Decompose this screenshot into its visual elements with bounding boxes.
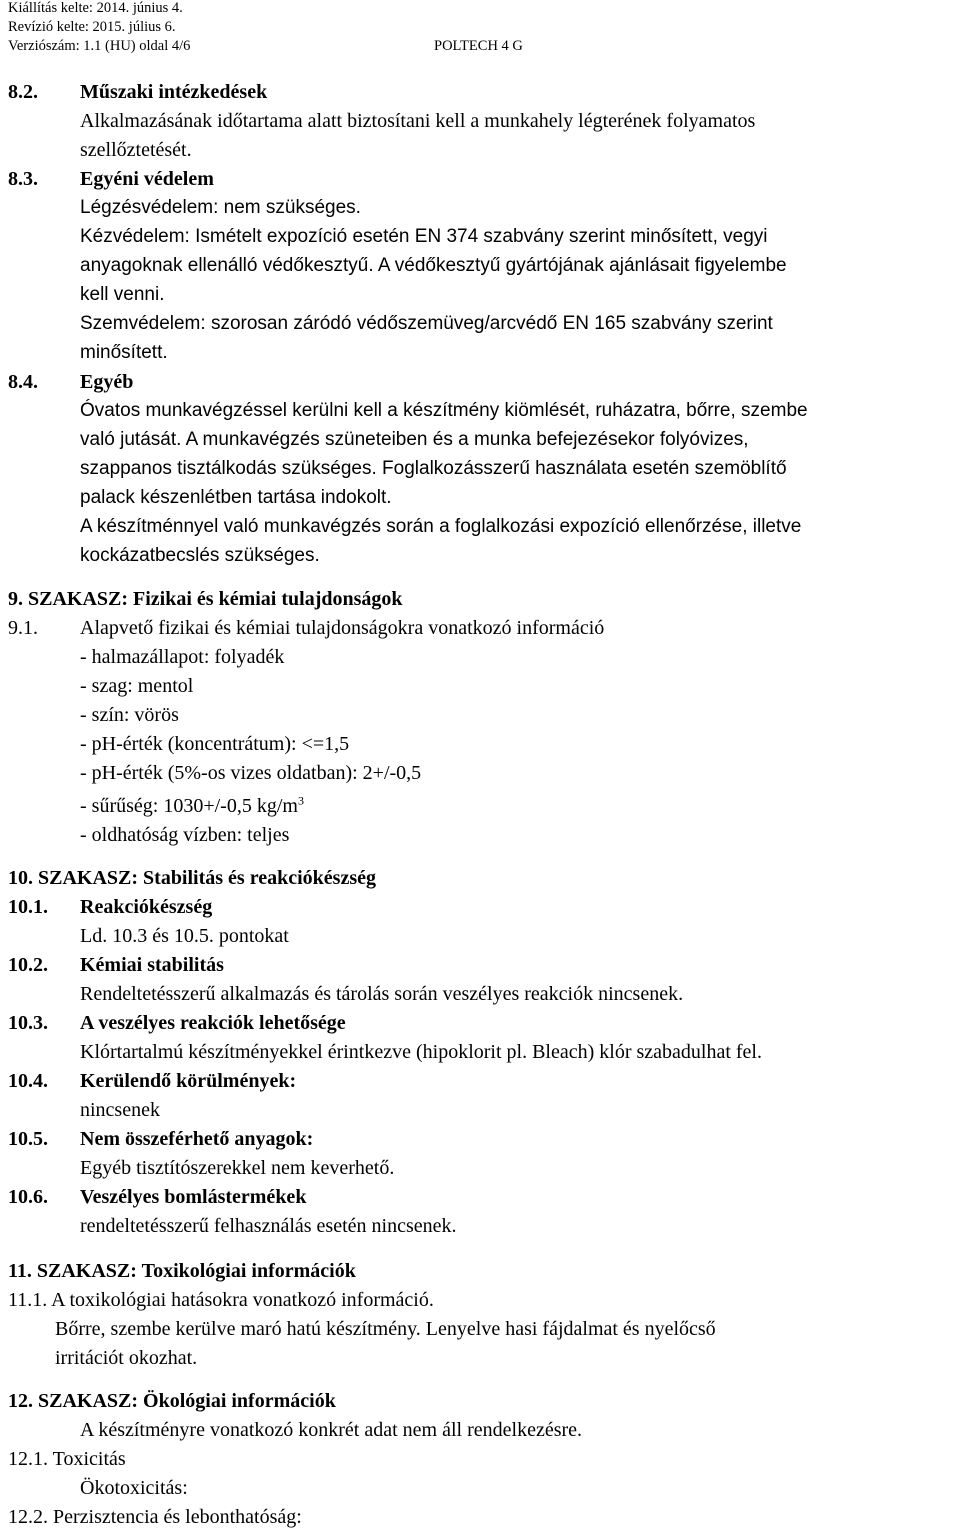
section-10-3-number: 10.3. <box>8 1012 48 1034</box>
section-12-1-text: Ökotoxicitás: <box>80 1477 188 1499</box>
section-10-3-text: Klórtartalmú készítményekkel érintkezve (hipoklorit pl. Bleach) klór szabadulhat fel. <box>80 1041 762 1063</box>
section-11-1-title: 11.1. A toxikológiai hatásokra vonatkozó információ. <box>8 1289 434 1311</box>
section-10-6-text: rendeltetésszerű felhasználás esetén nincsenek. <box>80 1215 457 1237</box>
property-item: - szín: vörös <box>80 704 179 726</box>
section-10-4-number: 10.4. <box>8 1070 48 1092</box>
property-item-density <box>80 794 304 818</box>
section-12-text: A készítményre vonatkozó konkrét adat nem áll rendelkezésre. <box>80 1419 583 1441</box>
section-8-2-title: Műszaki intézkedések <box>80 81 268 103</box>
section-8-4-number: 8.4. <box>8 371 38 393</box>
section-10-1-title: Reakciókészség <box>80 896 213 918</box>
section-8-3-text-line: minősített. <box>80 342 168 363</box>
section-12-heading: 12. SZAKASZ: Ökológiai információk <box>8 1390 336 1412</box>
header-product-name: POLTECH 4 G <box>434 38 523 54</box>
section-8-4-text-line: való jutását. A munkavégzés szüneteiben és a munka befejezésekor folyóvizes, <box>80 429 749 450</box>
header-revision-date: Revízió kelte: 2015. július 6. <box>8 19 176 35</box>
section-8-3-text-line: Kézvédelem: Ismételt expozíció esetén EN 374 szabvány szerint minősített, vegyi <box>80 226 768 247</box>
section-10-5-number: 10.5. <box>8 1128 48 1150</box>
section-10-3-title: A veszélyes reakciók lehetősége <box>80 1012 346 1034</box>
section-8-3-text-line: Szemvédelem: szorosan záródó védőszemüveg/arcvédő EN 165 szabvány szerint <box>80 313 773 334</box>
section-10-4-title: Kerülendő körülmények: <box>80 1070 297 1092</box>
section-11-text-line: irritációt okozhat. <box>55 1347 198 1369</box>
section-10-2-title: Kémiai stabilitás <box>80 954 224 976</box>
section-10-2-text: Rendeltetésszerű alkalmazás és tárolás során veszélyes reakciók nincsenek. <box>80 983 684 1005</box>
section-10-heading: 10. SZAKASZ: Stabilitás és reakciókészség <box>8 867 376 889</box>
density-text: - sűrűség: 1030+/-0,5 kg/m <box>80 795 298 817</box>
section-9-1-number: 9.1. <box>8 617 38 639</box>
section-11-heading: 11. SZAKASZ: Toxikológiai információk <box>8 1260 356 1282</box>
section-10-2-number: 10.2. <box>8 954 48 976</box>
density-superscript: 3 <box>297 793 304 808</box>
section-10-6-title: Veszélyes bomlástermékek <box>80 1186 307 1208</box>
property-item: - szag: mentol <box>80 675 194 697</box>
property-item: - pH-érték (koncentrátum): <=1,5 <box>80 733 350 755</box>
section-8-2-text-line: szellőztetését. <box>80 139 192 161</box>
property-item: - oldhatóság vízben: teljes <box>80 824 290 846</box>
property-item: - pH-érték (5%-os vizes oldatban): 2+/-0,5 <box>80 762 422 784</box>
section-8-3-title: Egyéni védelem <box>80 168 214 190</box>
section-9-1-title: Alapvető fizikai és kémiai tulajdonságokra vonatkozó információ <box>80 617 605 639</box>
section-8-2-number: 8.2. <box>8 81 38 103</box>
section-10-4-text: nincsenek <box>80 1099 160 1121</box>
section-11-text-line: Bőrre, szembe kerülve maró hatú készítmény. Lenyelve hasi fájdalmat és nyelőcső <box>55 1318 716 1340</box>
section-10-1-text: Ld. 10.3 és 10.5. pontokat <box>80 925 289 947</box>
section-8-4-text-line: szappanos tisztálkodás szükséges. Foglalkozásszerű használata esetén szemöblítő <box>80 458 787 479</box>
property-item: - halmazállapot: folyadék <box>80 646 285 668</box>
header-version-page: Verziószám: 1.1 (HU) oldal 4/6 <box>8 38 191 54</box>
section-10-1-number: 10.1. <box>8 896 48 918</box>
section-8-3-text-line: anyagoknak ellenálló védőkesztyű. A védőkesztyű gyártójának ajánlásait figyelembe <box>80 255 787 276</box>
section-10-5-text: Egyéb tisztítószerekkel nem keverhető. <box>80 1157 395 1179</box>
section-8-4-text-line: A készítménnyel való munkavégzés során a foglalkozási expozíció ellenőrzése, illetve <box>80 516 802 537</box>
section-8-4-text-line: palack készenlétben tartása indokolt. <box>80 487 392 508</box>
section-8-4-text-line: kockázatbecslés szükséges. <box>80 545 320 566</box>
section-9-heading: 9. SZAKASZ: Fizikai és kémiai tulajdonságok <box>8 588 403 610</box>
section-12-2-title: 12.2. Perzisztencia és lebonthatóság: <box>8 1506 302 1528</box>
section-8-4-text-line: Óvatos munkavégzéssel kerülni kell a készítmény kiömlését, ruházatra, bőrre, szembe <box>80 400 808 421</box>
section-8-3-text-line: kell venni. <box>80 284 165 305</box>
section-8-4-title: Egyéb <box>80 371 134 393</box>
section-10-6-number: 10.6. <box>8 1186 48 1208</box>
header-issue-date: Kiállítás kelte: 2014. június 4. <box>8 0 183 16</box>
section-12-1-title: 12.1. Toxicitás <box>8 1448 126 1470</box>
section-8-2-text-line: Alkalmazásának időtartama alatt biztosítani kell a munkahely légterének folyamatos <box>80 110 756 132</box>
section-8-3-number: 8.3. <box>8 168 38 190</box>
section-8-3-text-line: Légzésvédelem: nem szükséges. <box>80 197 361 218</box>
section-10-5-title: Nem összeférhető anyagok: <box>80 1128 314 1150</box>
